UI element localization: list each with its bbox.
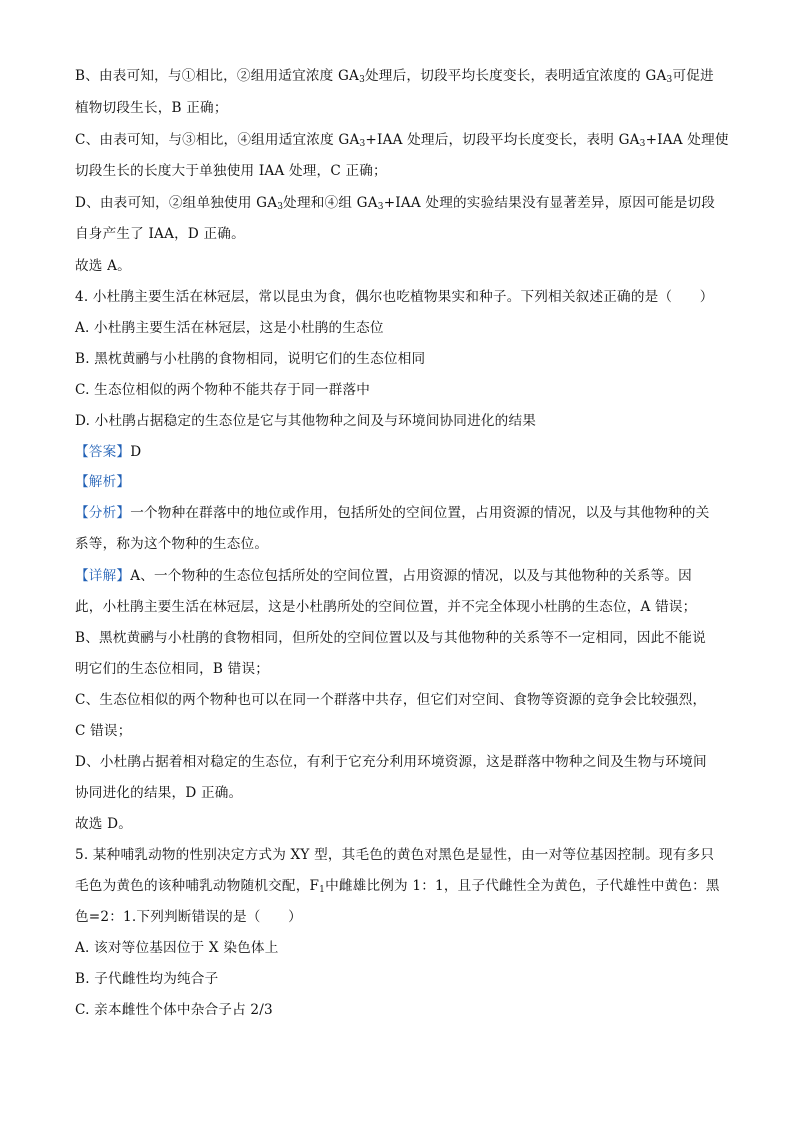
explanation-d-line-2: 自身产生了 IAA，D 正确。 [75,226,245,242]
q4-detail-b-line-1: B、黑枕黄鹂与小杜鹃的食物相同，但所处的空间位置以及与其他物种的关系等不一定相同，因此不能说 [75,630,706,646]
q5-option-a: A. 该对等位基因位于 X 染色体上 [75,940,279,956]
q4-detail-a-line-2: 此，小杜鹃主要生活在林冠层，这是小杜鹃所处的空间位置，并不完全体现小杜鹃的生态位，A 错误； [75,599,697,615]
explanation-c-line-2: 切段生长的长度大于单独使用 IAA 处理，C 正确； [75,163,387,179]
q4-option-d: D. 小杜鹃占据稳定的生态位是它与其他物种之间及与环境间协同进化的结果 [75,413,537,429]
prev-conclusion: 故选 A。 [75,258,131,274]
q4-detail-b-line-2: 明它们的生态位相同，B 错误； [75,661,270,677]
q4-detail-a-line-1: 【详解】A、一个物种的生态位包括所处的空间位置，占用资源的情况，以及与其他物种的关系等。因 [75,568,692,584]
q4-analysis-tag: 【解析】 [75,474,131,490]
q4-stem: 4. 小杜鹃主要生活在林冠层，常以昆虫为食，偶尔也吃植物果实和种子。下列相关叙述正确的是（ ） [75,289,714,305]
q4-detail-d-line-2: 协同进化的结果，D 正确。 [75,785,243,801]
explanation-b-line-1: B、由表可知，与①相比，②组用适宜浓度 $GA_3$处理后，切段平均长度变长，表明适宜浓度的 $GA_3$可促进 [75,68,714,85]
q4-detail-c-line-2: C 错误； [75,723,132,739]
q4-conclusion: 故选 D。 [75,816,133,832]
explanation-d-line-1: D、由表可知，②组单独使用 $GA_3$处理和④组 $GA_3+IAA$ 处理的实验结果没有显著差异，原因可能是切段 [75,195,716,212]
explanation-b-line-2: 植物切段生长，B 正确； [75,100,228,116]
q5-stem-line-3: 色=2：1.下列判断错误的是（ ） [75,909,302,925]
q4-detail-c-line-1: C、生态位相似的两个物种也可以在同一个群落中共存，但它们对空间、食物等资源的竞争会比较强烈， [75,692,707,708]
q5-option-b: B. 子代雌性均为纯合子 [75,971,219,987]
q4-option-c: C. 生态位相似的两个物种不能共存于同一群落中 [75,382,371,398]
detail-tag: 【详解】 [75,568,131,584]
q5-stem-line-1: 5. 某种哺乳动物的性别决定方式为 XY 型，其毛色的黄色对黑色是显性，由一对等位基因控制。现有多只 [75,847,715,863]
q5-option-c: C. 亲本雌性个体中杂合子占 2/3 [75,1002,273,1018]
answer-tag: 【答案】 [75,444,131,460]
q5-stem-line-2: 毛色为黄色的该种哺乳动物随机交配，$F_1$中雌雄比例为 1：1，且子代雌性全为黄色，子代雄性中黄色：黑 [75,878,720,895]
explanation-c-line-1: C、由表可知，与③相比，④组用适宜浓度 $GA_3+IAA$ 处理后，切段平均长度变长，表明 $GA_3+IAA$ 处理使 [75,132,729,149]
q4-option-b: B. 黑枕黄鹂与小杜鹃的食物相同，说明它们的生态位相同 [75,351,426,367]
q4-option-a: A. 小杜鹃主要生活在林冠层，这是小杜鹃的生态位 [75,320,384,336]
q4-answer [75,442,141,462]
q4-detail-d-line-1: D、小杜鹃占据着相对稳定的生态位，有利于它充分利用环境资源，这是群落中物种之间及生物与环境间 [75,754,707,770]
fenxi-tag: 【分析】 [75,505,131,521]
q4-fenxi-line-2: 系等，称为这个物种的生态位。 [75,536,269,552]
q4-fenxi-line-1: 【分析】一个物种在群落中的地位或作用，包括所处的空间位置，占用资源的情况，以及与其他物种的关 [75,505,710,521]
answer-value: D [130,444,142,460]
